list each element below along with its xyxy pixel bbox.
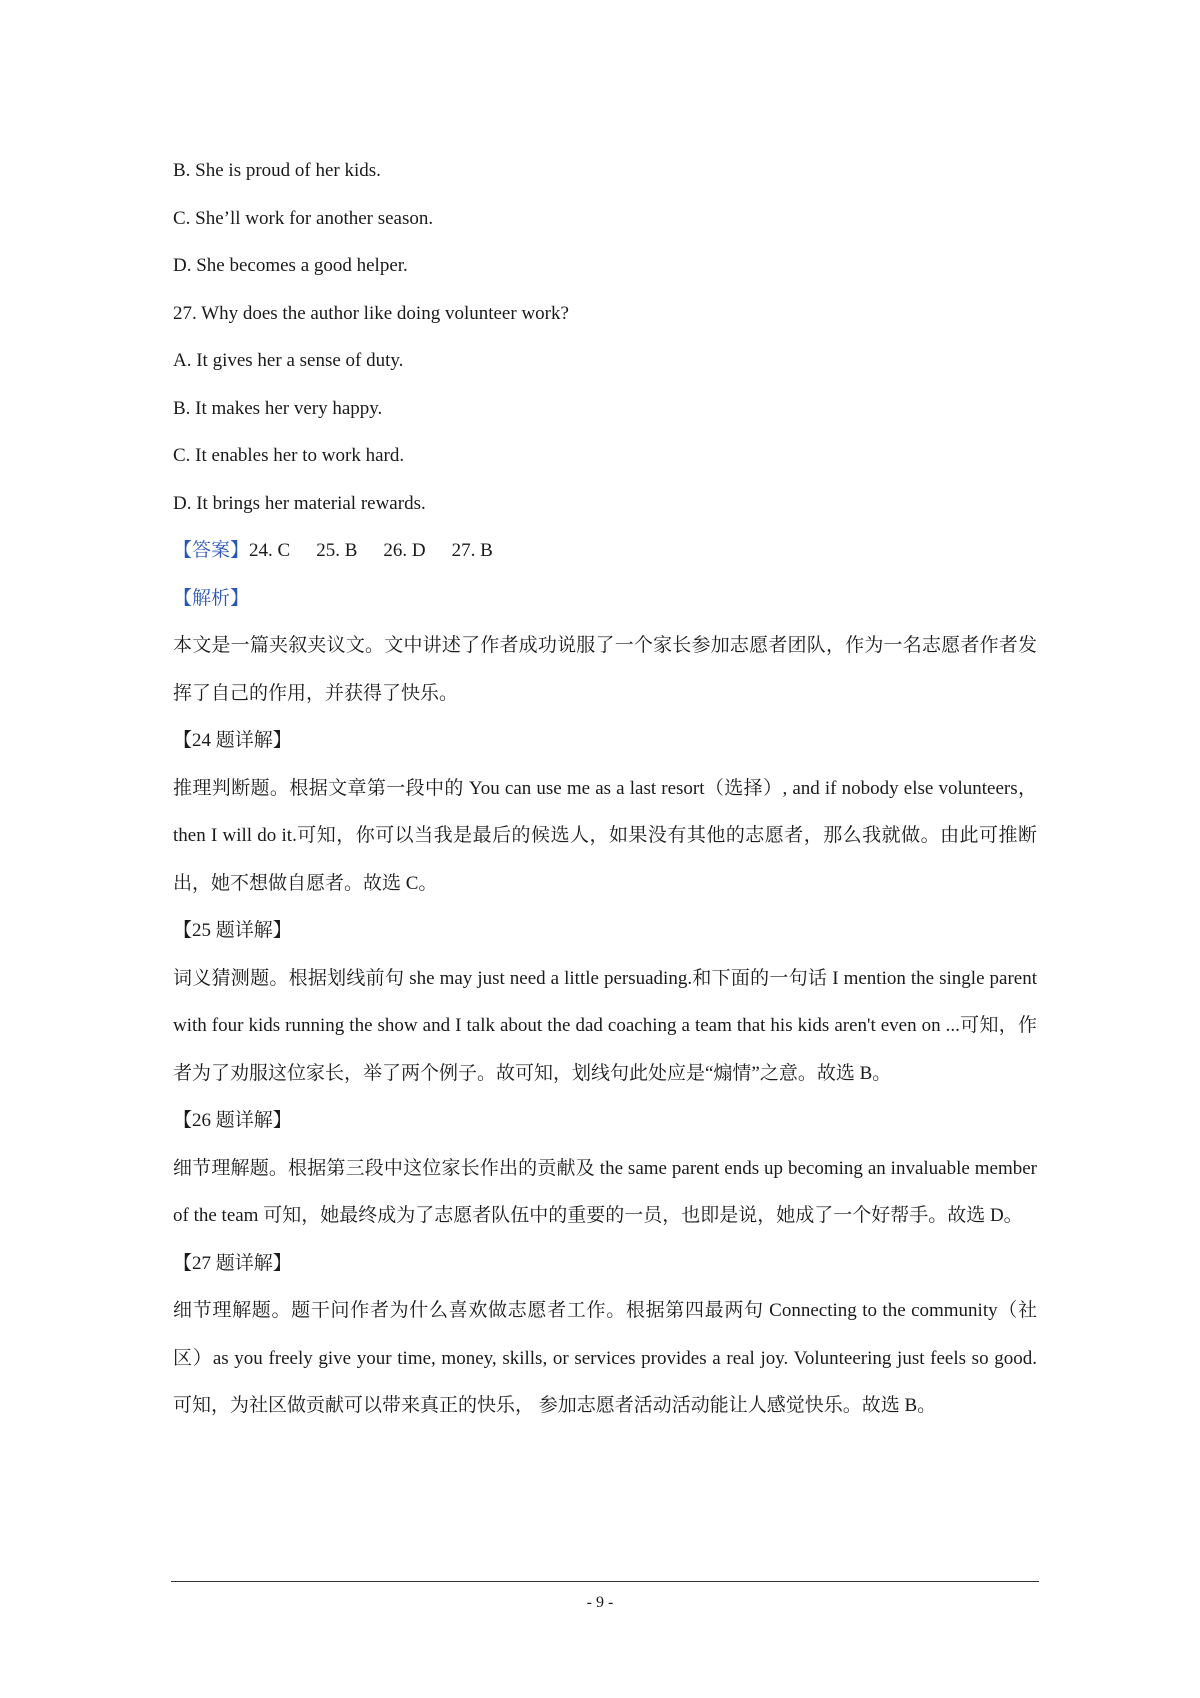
answer-item: 26. D — [383, 540, 426, 561]
detail-heading-26: 【26 题详解】 — [173, 1110, 292, 1131]
question-27: 27. Why does the author like doing volunteer work? — [173, 302, 569, 324]
page-number: - 9 - — [586, 1594, 614, 1611]
detail-text-25: 词义猜测题。根据划线前句 she may just need a little persuading.和下面的一句话 I mention the single parent with four kids running the show and I talk about the dad coaching a team that his kids aren't even on ...可知，作者为了劝服这位家长，举了两个例子。故可知，划线句此处应是“煽情”之意。故选 B。 — [173, 967, 1037, 1084]
detail-heading-27: 【27 题详解】 — [173, 1252, 292, 1274]
option-d: D. She becomes a good helper. — [173, 255, 408, 276]
q27-option-b: B. It makes her very happy. — [173, 397, 383, 419]
answer-label: 【答案】 — [173, 540, 250, 561]
answer-item: 24. C — [249, 540, 291, 561]
footer-divider — [171, 1581, 1039, 1582]
analysis-summary: 本文是一篇夹叙夹议文。文中讲述了作者成功说服了一个家长参加志愿者团队，作为一名志愿者作者发挥了自己的作用，并获得了快乐。 — [173, 635, 1037, 704]
detail-text-27: 细节理解题。题干问作者为什么喜欢做志愿者工作。根据第四最两句 Connecting to the community（社区）as you freely give your time, money, skills, or services provides a real joy. Volunteering just feels so good.可知，为社区做贡献可以带来真正的快乐， 参加志愿者活动活动能让人感觉快乐。故选 B。 — [173, 1300, 1037, 1416]
answer-item: 27. B — [451, 540, 493, 561]
detail-heading-25: 【25 题详解】 — [173, 920, 292, 941]
detail-heading-24: 【24 题详解】 — [173, 730, 292, 751]
answer-line — [173, 527, 1037, 575]
q27-option-d: D. It brings her material rewards. — [173, 492, 426, 514]
page-content — [173, 147, 1037, 1430]
detail-text-24: 推理判断题。根据文章第一段中的 You can use me as a last resort（选择）, and if nobody else volunteers，then I will do it.可知，你可以当我是最后的候选人，如果没有其他的志愿者，那么我就做。由此可推断出，她不想做自愿者。故选 C。 — [173, 777, 1037, 894]
option-c: C. She’ll work for another season. — [173, 207, 434, 229]
q27-option-c: C. It enables her to work hard. — [173, 445, 405, 466]
answer-item: 25. B — [316, 540, 358, 561]
analysis-label: 【解析】 — [173, 587, 250, 609]
option-b: B. She is proud of her kids. — [173, 160, 381, 181]
q27-option-a: A. It gives her a sense of duty. — [173, 350, 404, 371]
detail-text-26: 细节理解题。根据第三段中这位家长作出的贡献及 the same parent ends up becoming an invaluable member of the team 可知，她最终成为了志愿者队伍中的重要的一员，也即是说，她成了一个好帮手。故选 D。 — [173, 1157, 1037, 1226]
